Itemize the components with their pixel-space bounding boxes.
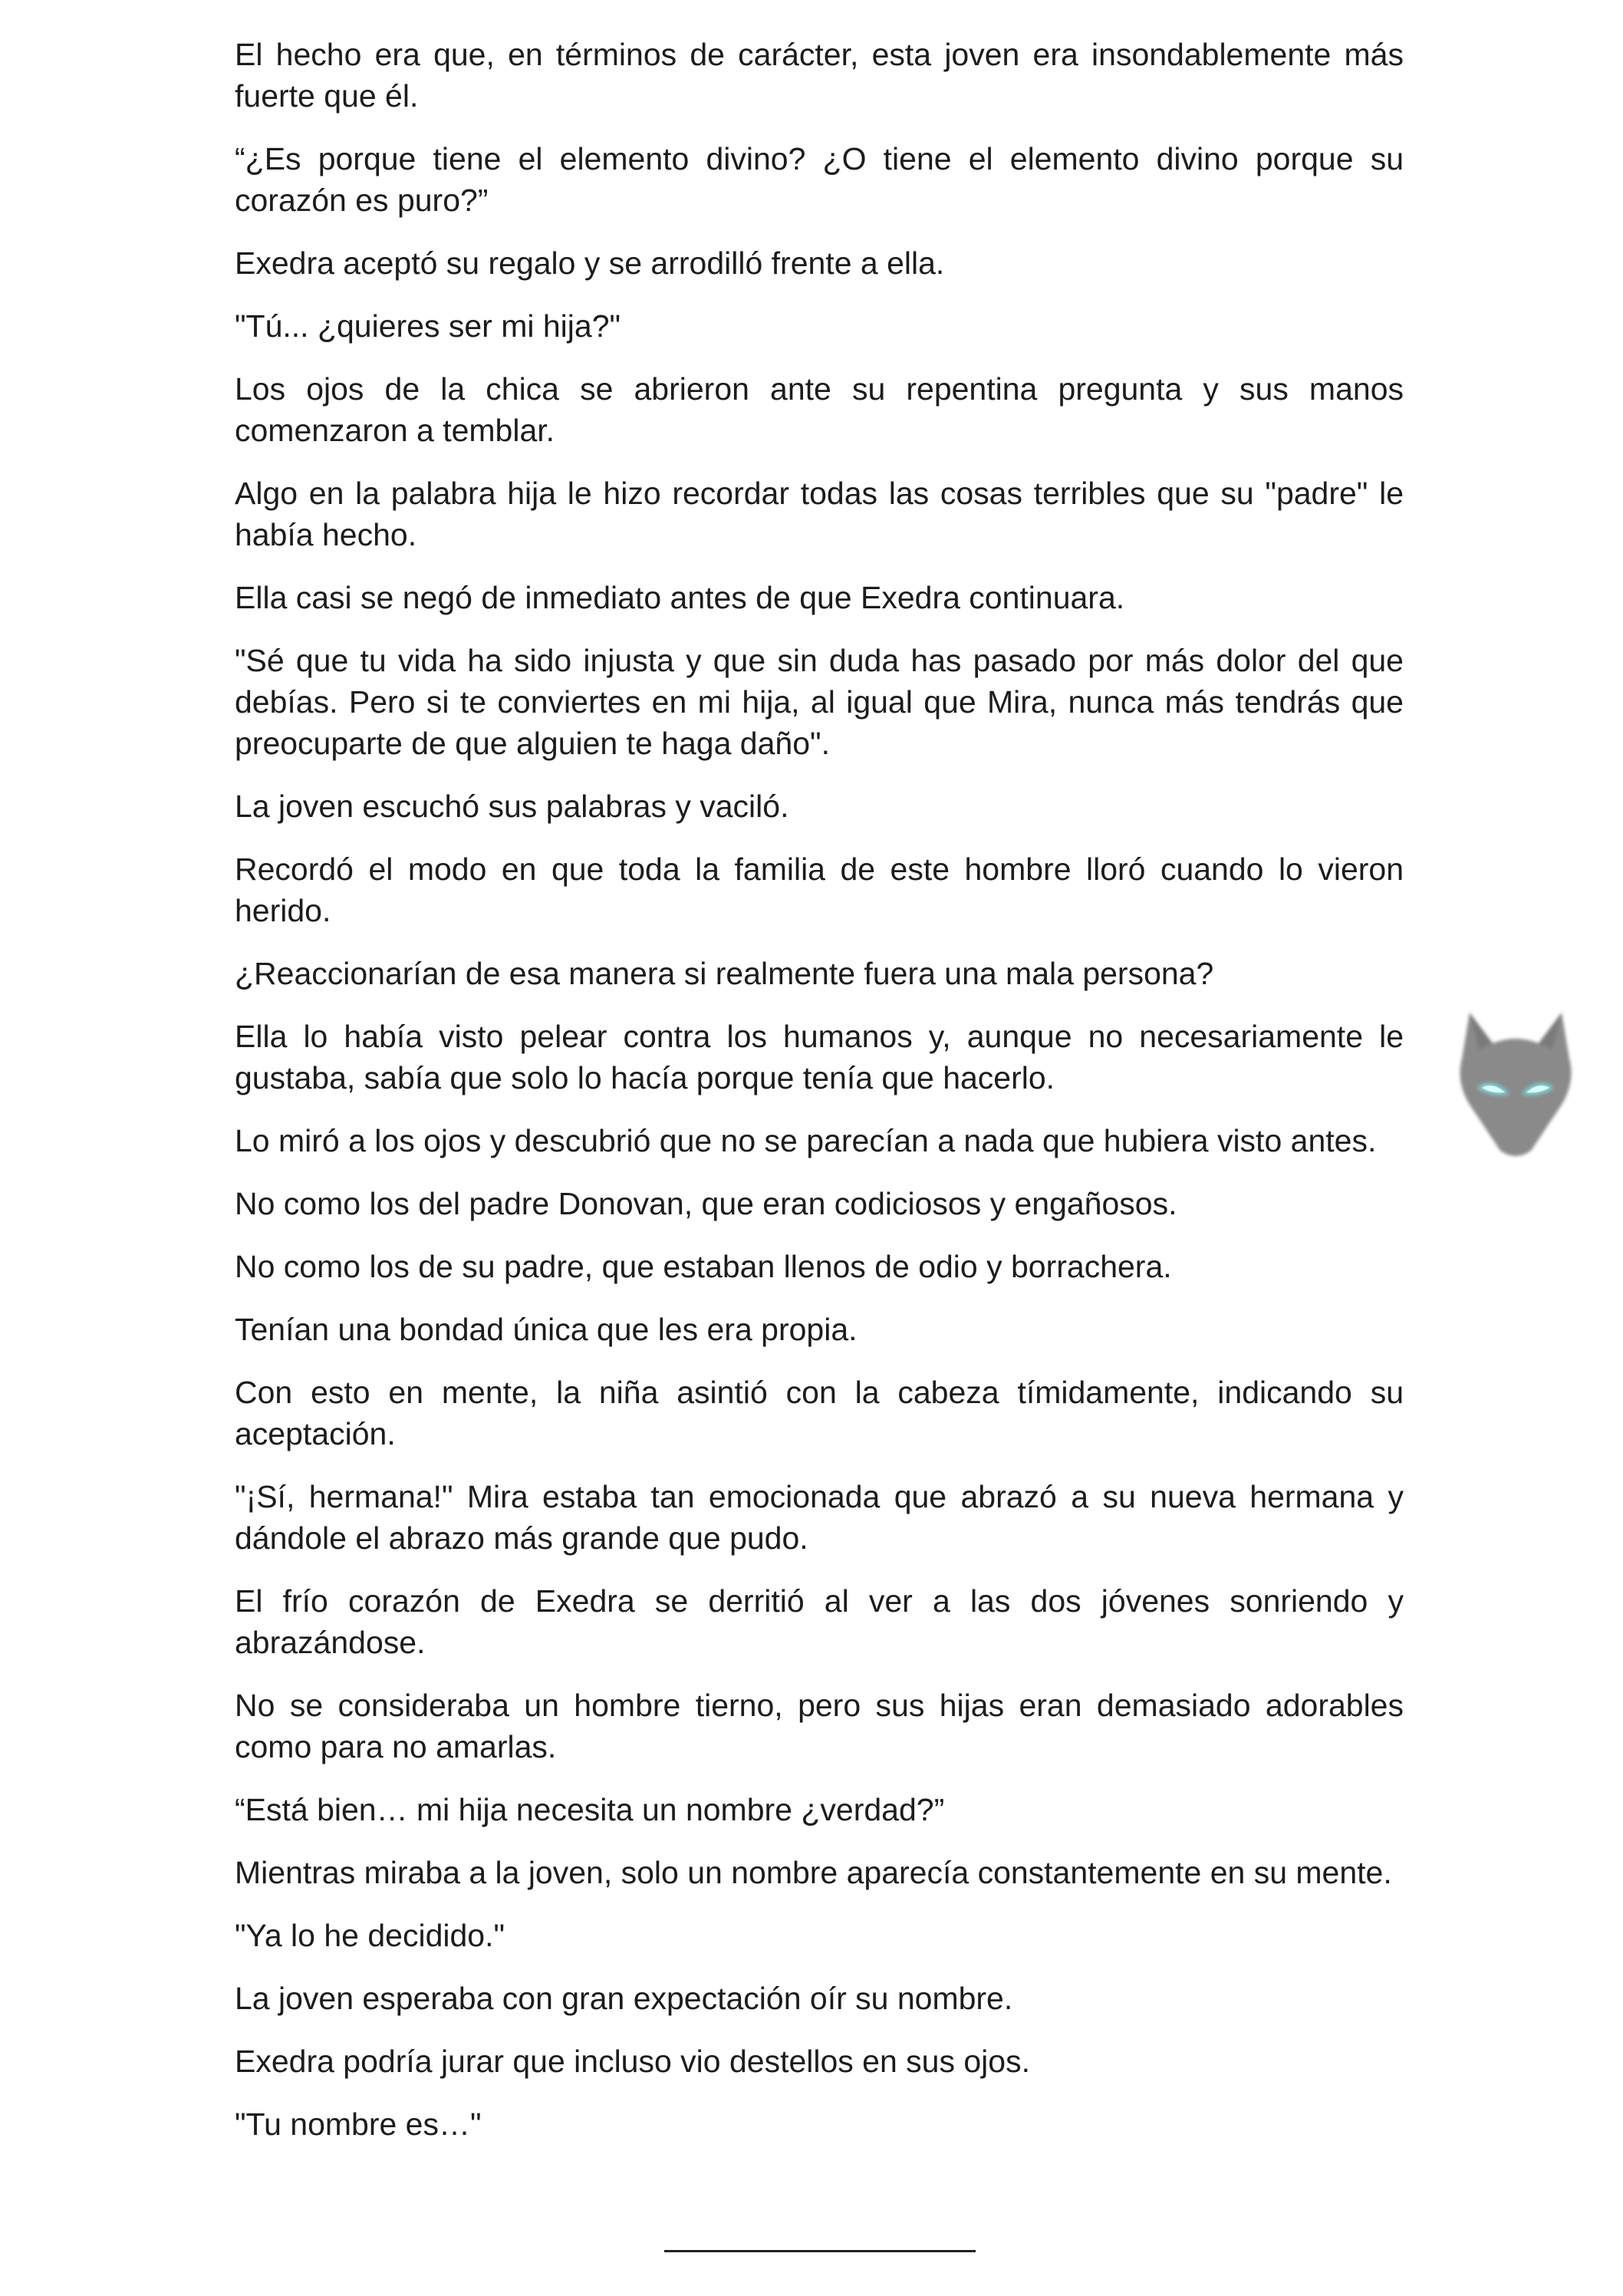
paragraph: Mientras miraba a la joven, solo un nombre aparecía constantemente en su mente. xyxy=(235,1855,1392,1890)
paragraph: ¿Reaccionarían de esa manera si realmente fuera una mala persona? xyxy=(235,956,1214,991)
paragraph: Exedra aceptó su regalo y se arrodilló frente a ella. xyxy=(235,245,945,281)
paragraph: “Está bien… mi hija necesita un nombre ¿verdad?” xyxy=(235,1792,945,1827)
paragraph: No como los del padre Donovan, que eran codiciosos y engañosos. xyxy=(235,1186,1177,1221)
paragraph: "Ya lo he decidido." xyxy=(235,1918,505,1953)
paragraph: Los ojos de la chica se abrieron ante su repentina pregunta y sus manos comenzaron a temblar. xyxy=(235,371,1404,448)
paragraph: No se consideraba un hombre tierno, pero sus hijas eran demasiado adorables como para no amarlas. xyxy=(235,1688,1404,1764)
paragraph: Con esto en mente, la niña asintió con la cabeza tímidamente, indicando su aceptación. xyxy=(235,1375,1404,1451)
paragraph: "Tu nombre es…" xyxy=(235,2107,482,2142)
paragraph: La joven escuchó sus palabras y vaciló. xyxy=(235,789,789,824)
paragraph: “¿Es porque tiene el elemento divino? ¿O tiene el elemento divino porque su corazón es puro?” xyxy=(235,141,1404,218)
paragraph: La joven esperaba con gran expectación oír su nombre. xyxy=(235,1981,1013,2016)
paragraph: No como los de su padre, que estaban llenos de odio y borrachera. xyxy=(235,1249,1172,1284)
paragraph: El hecho era que, en términos de carácter, esta joven era insondablemente más fuerte que él. xyxy=(235,37,1404,114)
paragraph: Exedra podría jurar que incluso vio destellos en sus ojos. xyxy=(235,2044,1030,2079)
paragraph: "Tú... ¿quieres ser mi hija?" xyxy=(235,308,621,344)
paragraph: Algo en la palabra hija le hizo recordar todas las cosas terribles que su "padre" le había hecho. xyxy=(235,476,1404,552)
demon-head-icon xyxy=(1439,997,1592,1166)
paragraph: El frío corazón de Exedra se derritió al ver a las dos jóvenes sonriendo y abrazándose. xyxy=(235,1583,1404,1660)
section-separator xyxy=(664,2250,976,2252)
paragraph: Ella lo había visto pelear contra los humanos y, aunque no necesariamente le gustaba, sabía que solo lo hacía porque tenía que hacerlo. xyxy=(235,1019,1404,1095)
paragraph: "Sé que tu vida ha sido injusta y que sin duda has pasado por más dolor del que debías. Pero si te conviertes en mi hija, al igual que Mira, nunca más tendrás que preocuparte de que alguien te haga daño". xyxy=(235,643,1404,761)
paragraph: Recordó el modo en que toda la familia de este hombre lloró cuando lo vieron herido. xyxy=(235,852,1404,928)
document-body xyxy=(235,34,1404,2166)
paragraph: Ella casi se negó de inmediato antes de que Exedra continuara. xyxy=(235,580,1125,615)
paragraph: Tenían una bondad única que les era propia. xyxy=(235,1312,858,1347)
paragraph: "¡Sí, hermana!" Mira estaba tan emocionada que abrazó a su nueva hermana y dándole el abrazo más grande que pudo. xyxy=(235,1479,1404,1556)
paragraph: Lo miró a los ojos y descubrió que no se parecían a nada que hubiera visto antes. xyxy=(235,1123,1377,1158)
